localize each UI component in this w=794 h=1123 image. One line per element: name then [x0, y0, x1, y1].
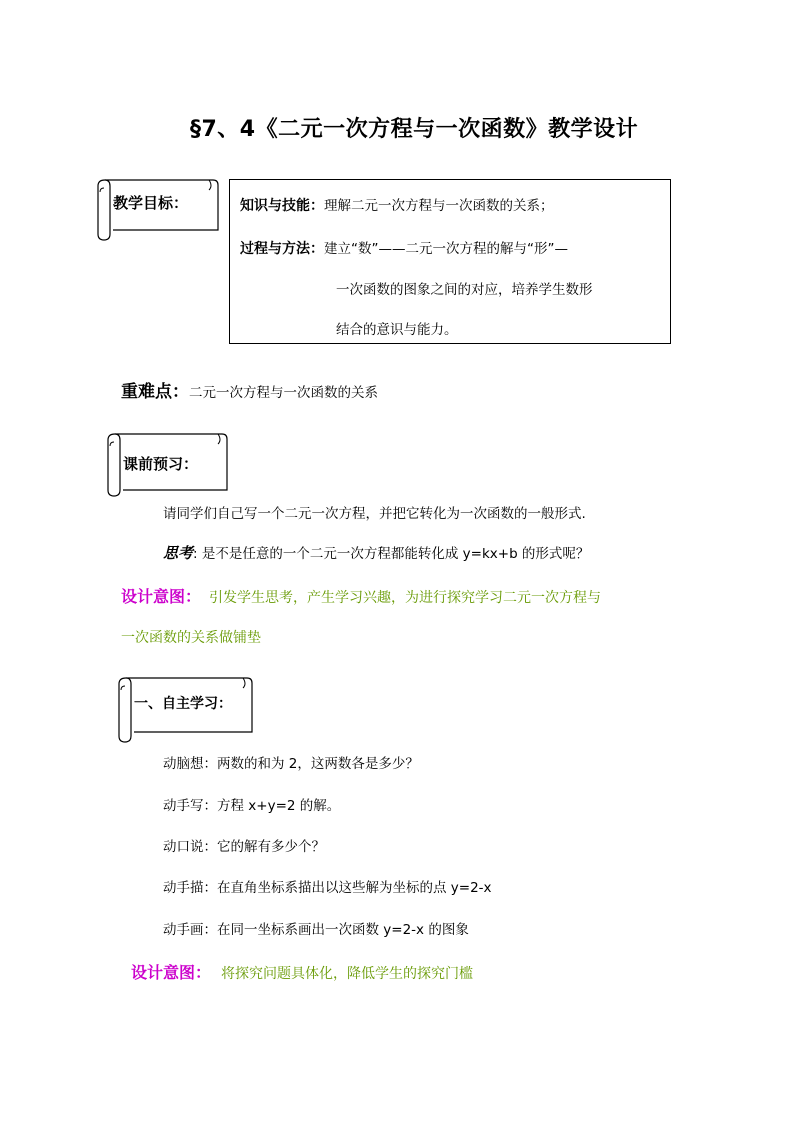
self-study-item: 动手写：方程 x+y=2 的解。 — [163, 798, 341, 814]
key-points-label: 重难点： — [121, 382, 189, 402]
preview-scroll-banner — [105, 426, 230, 498]
think-question — [163, 542, 589, 563]
self-study-item: 动手画：在同一坐标系画出一次函数 y=2-x 的图象 — [163, 922, 469, 938]
design-intent-text: 将探究问题具体化，降低学生的探究门槛 — [221, 966, 474, 982]
self-study-heading: 一、自主学习： — [134, 696, 232, 712]
key-points-text: 二元一次方程与一次函数的关系 — [189, 385, 378, 401]
self-study-design-intent — [131, 960, 473, 983]
preview-task: 请同学们自己写一个二元一次方程，并把它转化为一次函数的一般形式. — [163, 506, 586, 522]
process-text-line2: 一次函数的图象之间的对应，培养学生数形 — [336, 282, 593, 298]
self-study-item: 动脑想：两数的和为 2，这两数各是多少？ — [163, 756, 419, 772]
key-points — [121, 377, 378, 402]
design-intent-text-line1: 引发学生思考，产生学习兴趣，为进行探究学习二元一次方程与 — [209, 590, 602, 606]
self-study-scroll-banner — [116, 670, 256, 744]
goals-scroll-banner — [95, 174, 220, 244]
knowledge-label: 知识与技能： — [240, 198, 324, 214]
design-intent-label: 设计意图： — [121, 587, 202, 606]
knowledge-row — [240, 194, 554, 215]
think-text: : 是不是任意的一个二元一次方程都能转化成 y=kx+b 的形式呢？ — [193, 546, 590, 562]
design-intent-text-line2: 一次函数的关系做铺垫 — [121, 630, 261, 646]
page-title: §7、4《二元一次方程与一次函数》教学设计 — [190, 117, 639, 142]
process-label: 过程与方法： — [240, 241, 324, 257]
process-text-line3: 结合的意识与能力。 — [336, 322, 458, 338]
knowledge-text: 理解二元一次方程与一次函数的关系； — [324, 198, 554, 214]
self-study-item: 动口说：它的解有多少个？ — [163, 839, 325, 855]
process-text-line1: 建立“数”——二元一次方程的解与“形”— — [324, 241, 568, 257]
design-intent-label: 设计意图： — [131, 963, 212, 982]
think-label: 思考 — [163, 544, 194, 562]
preview-heading: 课前预习： — [123, 455, 199, 473]
goals-heading: 教学目标： — [113, 194, 189, 212]
process-row — [240, 237, 568, 258]
preview-design-intent — [121, 584, 601, 607]
self-study-item: 动手描：在直角坐标系描出以这些解为坐标的点 y=2-x — [163, 880, 492, 896]
goals-box — [229, 179, 671, 344]
